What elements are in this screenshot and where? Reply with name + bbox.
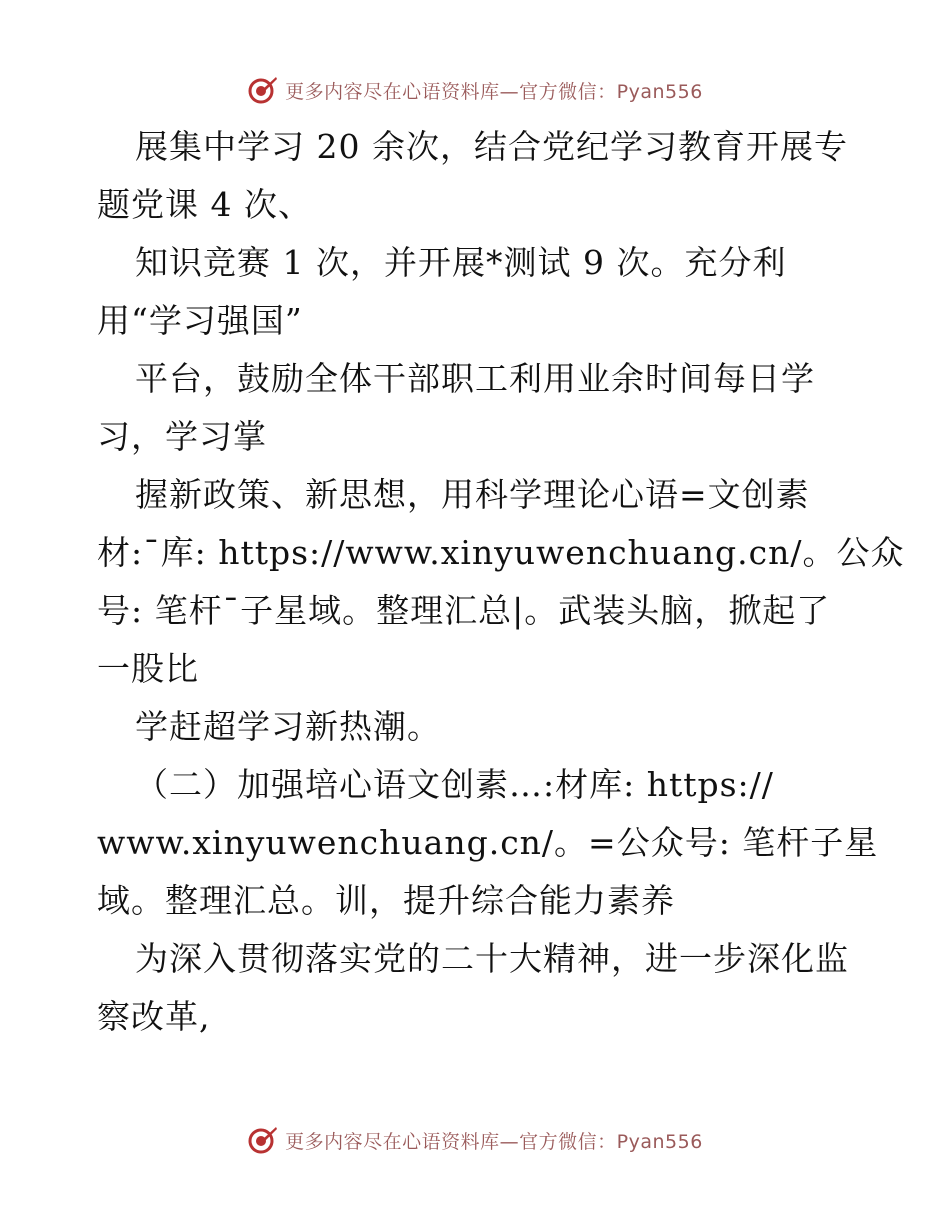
body-line-8: 材:¯库: https://www.xinyuwenchuang.cn/。公众 bbox=[97, 533, 905, 572]
header-banner-text: 更多内容尽在心语资料库—官方微信：Pyan556 bbox=[285, 80, 703, 103]
body-line-1: 展集中学习 20 余次，结合党纪学习教育开展专 bbox=[135, 127, 848, 166]
header-banner bbox=[0, 70, 950, 110]
footer-banner-inner bbox=[247, 1124, 703, 1156]
quill-seal-icon bbox=[247, 74, 279, 106]
body-line-5: 平台，鼓励全体干部职工利用业余时间每日学 bbox=[135, 359, 815, 398]
body-line-7: 握新政策、新思想，用科学理论心语=文创素 bbox=[135, 475, 810, 514]
header-banner-inner bbox=[247, 74, 703, 106]
body-line-12: （二）加强培心语文创素…:材库: https:// bbox=[135, 765, 774, 804]
body-line-13: www.xinyuwenchuang.cn/。=公众号: 笔杆子星 bbox=[97, 823, 879, 862]
quill-seal-icon bbox=[247, 1124, 279, 1156]
body-line-14: 域。整理汇总。训，提升综合能力素养 bbox=[97, 881, 675, 920]
body-line-2: 题党课 4 次、 bbox=[97, 185, 312, 224]
body-line-4: 用“学习强国” bbox=[97, 301, 303, 340]
body-line-16: 察改革, bbox=[97, 997, 211, 1036]
body-line-6: 习，学习掌 bbox=[97, 417, 267, 456]
body-line-10: 一股比 bbox=[97, 649, 199, 688]
footer-banner bbox=[0, 1120, 950, 1160]
body-line-11: 学赶超学习新热潮。 bbox=[135, 707, 441, 746]
document-body bbox=[97, 118, 905, 1046]
footer-banner-text: 更多内容尽在心语资料库—官方微信：Pyan556 bbox=[285, 1130, 703, 1153]
body-line-15: 为深入贯彻落实党的二十大精神，进一步深化监 bbox=[135, 939, 849, 978]
body-line-3: 知识竞赛 1 次，并开展*测试 9 次。充分利 bbox=[135, 243, 787, 282]
body-line-9: 号: 笔杆¯子星域。整理汇总|。武装头脑，掀起了 bbox=[97, 591, 831, 630]
